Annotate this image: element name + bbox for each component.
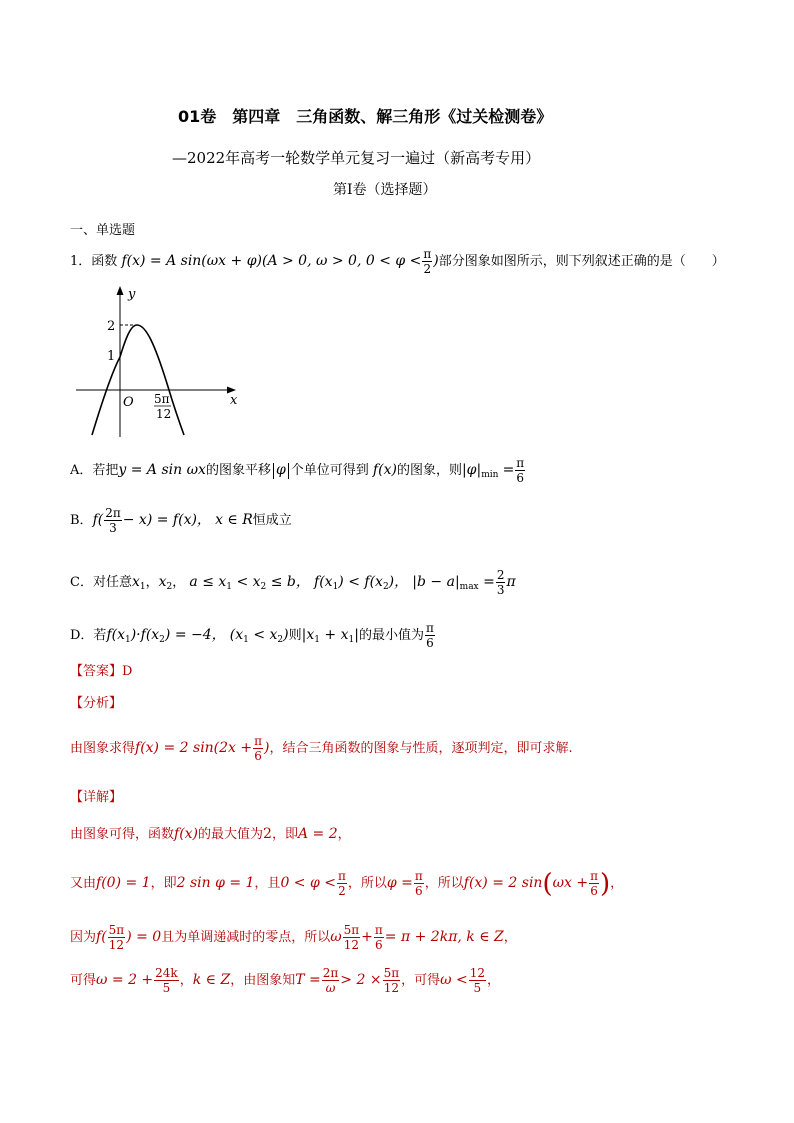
detail-l2-f: f(x) = 2 sin (463, 875, 543, 891)
frac-den: 2 (338, 884, 346, 898)
frac-den: 12 (343, 938, 360, 952)
stem-fraction (422, 247, 432, 276)
option-c: C．对任意$x_1$，$x_2$， $a \le x_1 < x_2 \le b$， $f(x_1) < f(x_2)$， $|b - a|_{max}$ = $\frac{2}{3}$ π (70, 568, 516, 597)
stem-formula: f(x) = A sin(ωx + φ)(A > 0, ω > 0, 0 < φ < (121, 253, 422, 269)
option-a-fx: f(x) (372, 462, 397, 478)
option-c-label: C．对任意 (70, 575, 132, 590)
detail-l4-text3: ，可得 (401, 973, 441, 988)
option-c-lt: < x (232, 574, 261, 590)
abs-bar-left (273, 463, 274, 479)
detail-l3-omega: ω (330, 929, 342, 945)
x-tick-numerator: 5π (154, 392, 170, 406)
detail-l2-phi: φ = (386, 875, 413, 891)
abs-bar-right (288, 463, 289, 479)
detail-l1-fx: f(x) (174, 826, 199, 842)
frac-num: π (423, 247, 432, 261)
option-c-sep: ， (145, 575, 159, 590)
option-d-abs: |x (301, 627, 315, 643)
frac-num: π (254, 734, 263, 748)
analysis-formula: f(x) = 2 sin(2x + (135, 740, 253, 756)
detail-l2-inner: ωx + (552, 875, 589, 891)
detail-l2-text5: ，所以 (424, 876, 464, 891)
y-axis-arrow (117, 286, 124, 295)
sine-graph-figure (70, 282, 250, 442)
option-c-ba: |b − a| (412, 574, 460, 590)
stem-prefix: 函数 (91, 254, 118, 269)
detail-l2-cond: 0 < φ < (280, 875, 336, 891)
option-c-max: max (459, 582, 479, 592)
frac-num: π (374, 923, 383, 937)
detail-line-4 (70, 963, 500, 998)
section-title: 第I卷（选择题） (333, 182, 437, 198)
option-d-prod3: ) = −4， (164, 627, 226, 643)
option-d-fraction (425, 621, 435, 650)
question-stem (70, 246, 725, 277)
option-a-eq: = (502, 462, 515, 478)
detail-l1-two: 2 (263, 826, 272, 842)
detail-l2-frac3 (589, 869, 599, 898)
detail-l3-rest: = π + 2kπ, k ∈ Z (384, 929, 504, 945)
detail-l1-a: A = 2 (297, 826, 338, 842)
frac-num: 2 (496, 568, 505, 582)
frac-num: 5π (343, 923, 360, 937)
detail-l3-eq0: ) = 0 (126, 929, 162, 945)
option-d-prod2: )·f(x (130, 627, 160, 643)
option-d-text2: 的最小值为 (358, 628, 424, 643)
detail-l2-text4: ，所以 (347, 876, 387, 891)
frac-den: 6 (516, 471, 525, 485)
option-d-cond: (x (229, 627, 244, 643)
frac-num: π (414, 869, 423, 883)
frac-num: π (516, 456, 525, 470)
option-a-phimin: |φ| (461, 462, 482, 478)
option-b-f: f( (92, 512, 104, 528)
option-d-cond2: < x (248, 627, 278, 643)
stem-suffix: 部分图象如图所示，则下列叙述正确的是（ ） (438, 254, 725, 269)
big-paren-left: ( (542, 868, 553, 899)
frac-den: 5 (473, 981, 482, 995)
analysis-close: ) (264, 740, 270, 756)
frac-num: π (425, 621, 434, 635)
detail-l3-text1: 因为 (70, 930, 97, 945)
part-heading: 一、单选题 (70, 223, 136, 238)
detail-l3-end: ， (503, 930, 517, 945)
option-d-cond3: ) (283, 627, 289, 643)
detail-l4-frac1 (154, 966, 179, 995)
x-tick-denominator: 12 (156, 407, 172, 421)
detail-l2-f0: f(0) = 1 (96, 875, 151, 891)
document-title: 01卷 第四章 三角函数、解三角形《过关检测卷》 (178, 107, 553, 126)
detail-l4-lt: ω < (440, 972, 468, 988)
y-axis-label: y (128, 287, 136, 302)
analysis-text1: 由图象求得 (70, 741, 136, 756)
stem-close: ) (433, 253, 439, 269)
frac-num: 12 (469, 966, 485, 980)
detail-l2-frac1 (337, 869, 347, 898)
detail-l2-text1: 又由 (70, 876, 97, 891)
option-c-sep2: ， (172, 575, 186, 590)
option-c-ineq2: ) < f(x (338, 574, 383, 590)
option-a-min: min (481, 470, 499, 480)
option-d-text1: 则 (288, 628, 302, 643)
option-d-prod: f(x (106, 627, 125, 643)
frac-num: 5π (383, 966, 400, 980)
option-d-abs3: | (354, 627, 359, 643)
detail-l4-end: ， (487, 973, 501, 988)
analysis-text (70, 733, 573, 764)
analysis-fraction (253, 734, 263, 763)
document-subtitle: —2022年高考一轮数学单元复习一遍过（新高考专用） (172, 149, 541, 167)
answer-line (70, 662, 132, 682)
option-c-le: ≤ b， (266, 574, 310, 590)
option-c-cond: a ≤ x (189, 574, 227, 590)
option-a-text1: 的图象平移 (205, 463, 271, 478)
frac-num: 2π (322, 966, 339, 980)
analysis-text2: ，结合三角函数的图象与性质，逐项判定，即可求解. (269, 741, 573, 756)
option-b-fraction (104, 506, 122, 535)
y-tick-2: 2 (107, 319, 116, 334)
frac-num: 2π (105, 506, 121, 520)
detail-label: 【详解】 (70, 790, 123, 805)
detail-l1-text1: 由图象可得，函数 (70, 827, 175, 842)
detail-l4-omega: ω = 2 + (96, 972, 154, 988)
option-c-fraction (496, 568, 506, 597)
option-a-phi: φ (275, 462, 286, 478)
frac-den: 6 (375, 938, 383, 952)
option-a-formula: y = A sin ωx (118, 462, 206, 478)
option-c-x2: x (158, 574, 167, 590)
option-d-abs2: + x (319, 627, 349, 643)
detail-l3-frac2 (343, 923, 361, 952)
option-c-eq: = (478, 574, 495, 590)
origin-label: O (123, 395, 134, 410)
option-b-label: B． (70, 513, 93, 528)
detail-l4-frac3 (383, 966, 401, 995)
detail-l3-text2: 且为单调递减时的零点，所以 (161, 930, 331, 945)
frac-num: 5π (108, 923, 125, 937)
detail-l2-frac2 (414, 869, 424, 898)
detail-l2-end: ， (610, 876, 624, 891)
frac-den: 3 (496, 583, 505, 597)
detail-l4-sep: ， (179, 973, 193, 988)
detail-l4-frac2 (322, 966, 340, 995)
detail-line-1 (70, 822, 351, 847)
detail-l2-eq: 2 sin φ = 1 (176, 875, 255, 891)
detail-l1-end: ， (337, 827, 351, 842)
detail-line-2 (70, 866, 623, 901)
frac-num: π (337, 869, 346, 883)
option-c-ineq: f(x (314, 574, 333, 590)
option-c-ineq3: )， (388, 574, 409, 590)
option-b-text: 恒成立 (252, 513, 292, 528)
big-paren-right: ) (599, 868, 611, 899)
frac-den: 3 (109, 521, 117, 535)
detail-l4-text2: ，由图象知 (230, 973, 296, 988)
frac-den: 5 (162, 981, 171, 995)
detail-l2-text3: ，且 (254, 876, 281, 891)
frac-den: 6 (254, 749, 262, 763)
detail-l4-frac4 (469, 966, 486, 995)
answer-value: D (122, 664, 133, 679)
detail-l4-T: T = (295, 972, 321, 988)
frac-num: π (590, 869, 598, 883)
frac-den: 12 (108, 938, 125, 952)
frac-den: 12 (383, 981, 399, 995)
detail-l4-k: k ∈ Z (192, 972, 231, 988)
y-tick-1: 1 (107, 349, 116, 364)
detail-l1-text2: 的最大值为 (198, 827, 264, 842)
option-d: D．若$f(x_1)\cdot f(x_2) = -4$， $(x_1 < x_2)$则$|x_1 + x_1|$的最小值为 $\frac{\pi}{6}$ (70, 621, 434, 650)
frac-num: 24k (155, 966, 178, 980)
frac-den: 6 (414, 884, 423, 898)
option-b (70, 505, 292, 536)
option-d-label: D．若 (70, 628, 107, 643)
frac-den: ω (325, 981, 336, 995)
detail-l4-text1: 可得 (70, 973, 97, 988)
option-a-text3: 的图象，则 (396, 463, 462, 478)
question-number: 1． (70, 254, 92, 269)
option-b-x: x ∈ R (215, 512, 253, 528)
frac-den: 6 (590, 884, 598, 898)
option-c-pi: π (506, 574, 516, 590)
option-a (70, 455, 526, 490)
detail-line-3 (70, 920, 517, 955)
answer-label: 【答案】 (70, 664, 123, 679)
option-a-text2: 个单位可得到 (290, 463, 369, 478)
x-axis-label: x (230, 393, 238, 408)
option-c-x1: x (131, 574, 140, 590)
frac-den: 2 (423, 262, 432, 276)
detail-l3-frac3 (374, 923, 384, 952)
detail-l4-gt: > 2 × (340, 972, 382, 988)
analysis-label: 【分析】 (70, 696, 123, 711)
option-a-fraction (515, 456, 525, 485)
option-a-label: A．若把 (70, 463, 119, 478)
detail-l1-text3: ，即 (271, 827, 298, 842)
detail-l2-text2: ，即 (150, 876, 177, 891)
option-b-rest: − x) = f(x)， (122, 512, 211, 528)
detail-l3-plus: + (361, 929, 373, 945)
detail-l3-frac1 (108, 923, 126, 952)
detail-l3-f: f( (96, 929, 107, 945)
frac-den: 6 (426, 636, 434, 650)
